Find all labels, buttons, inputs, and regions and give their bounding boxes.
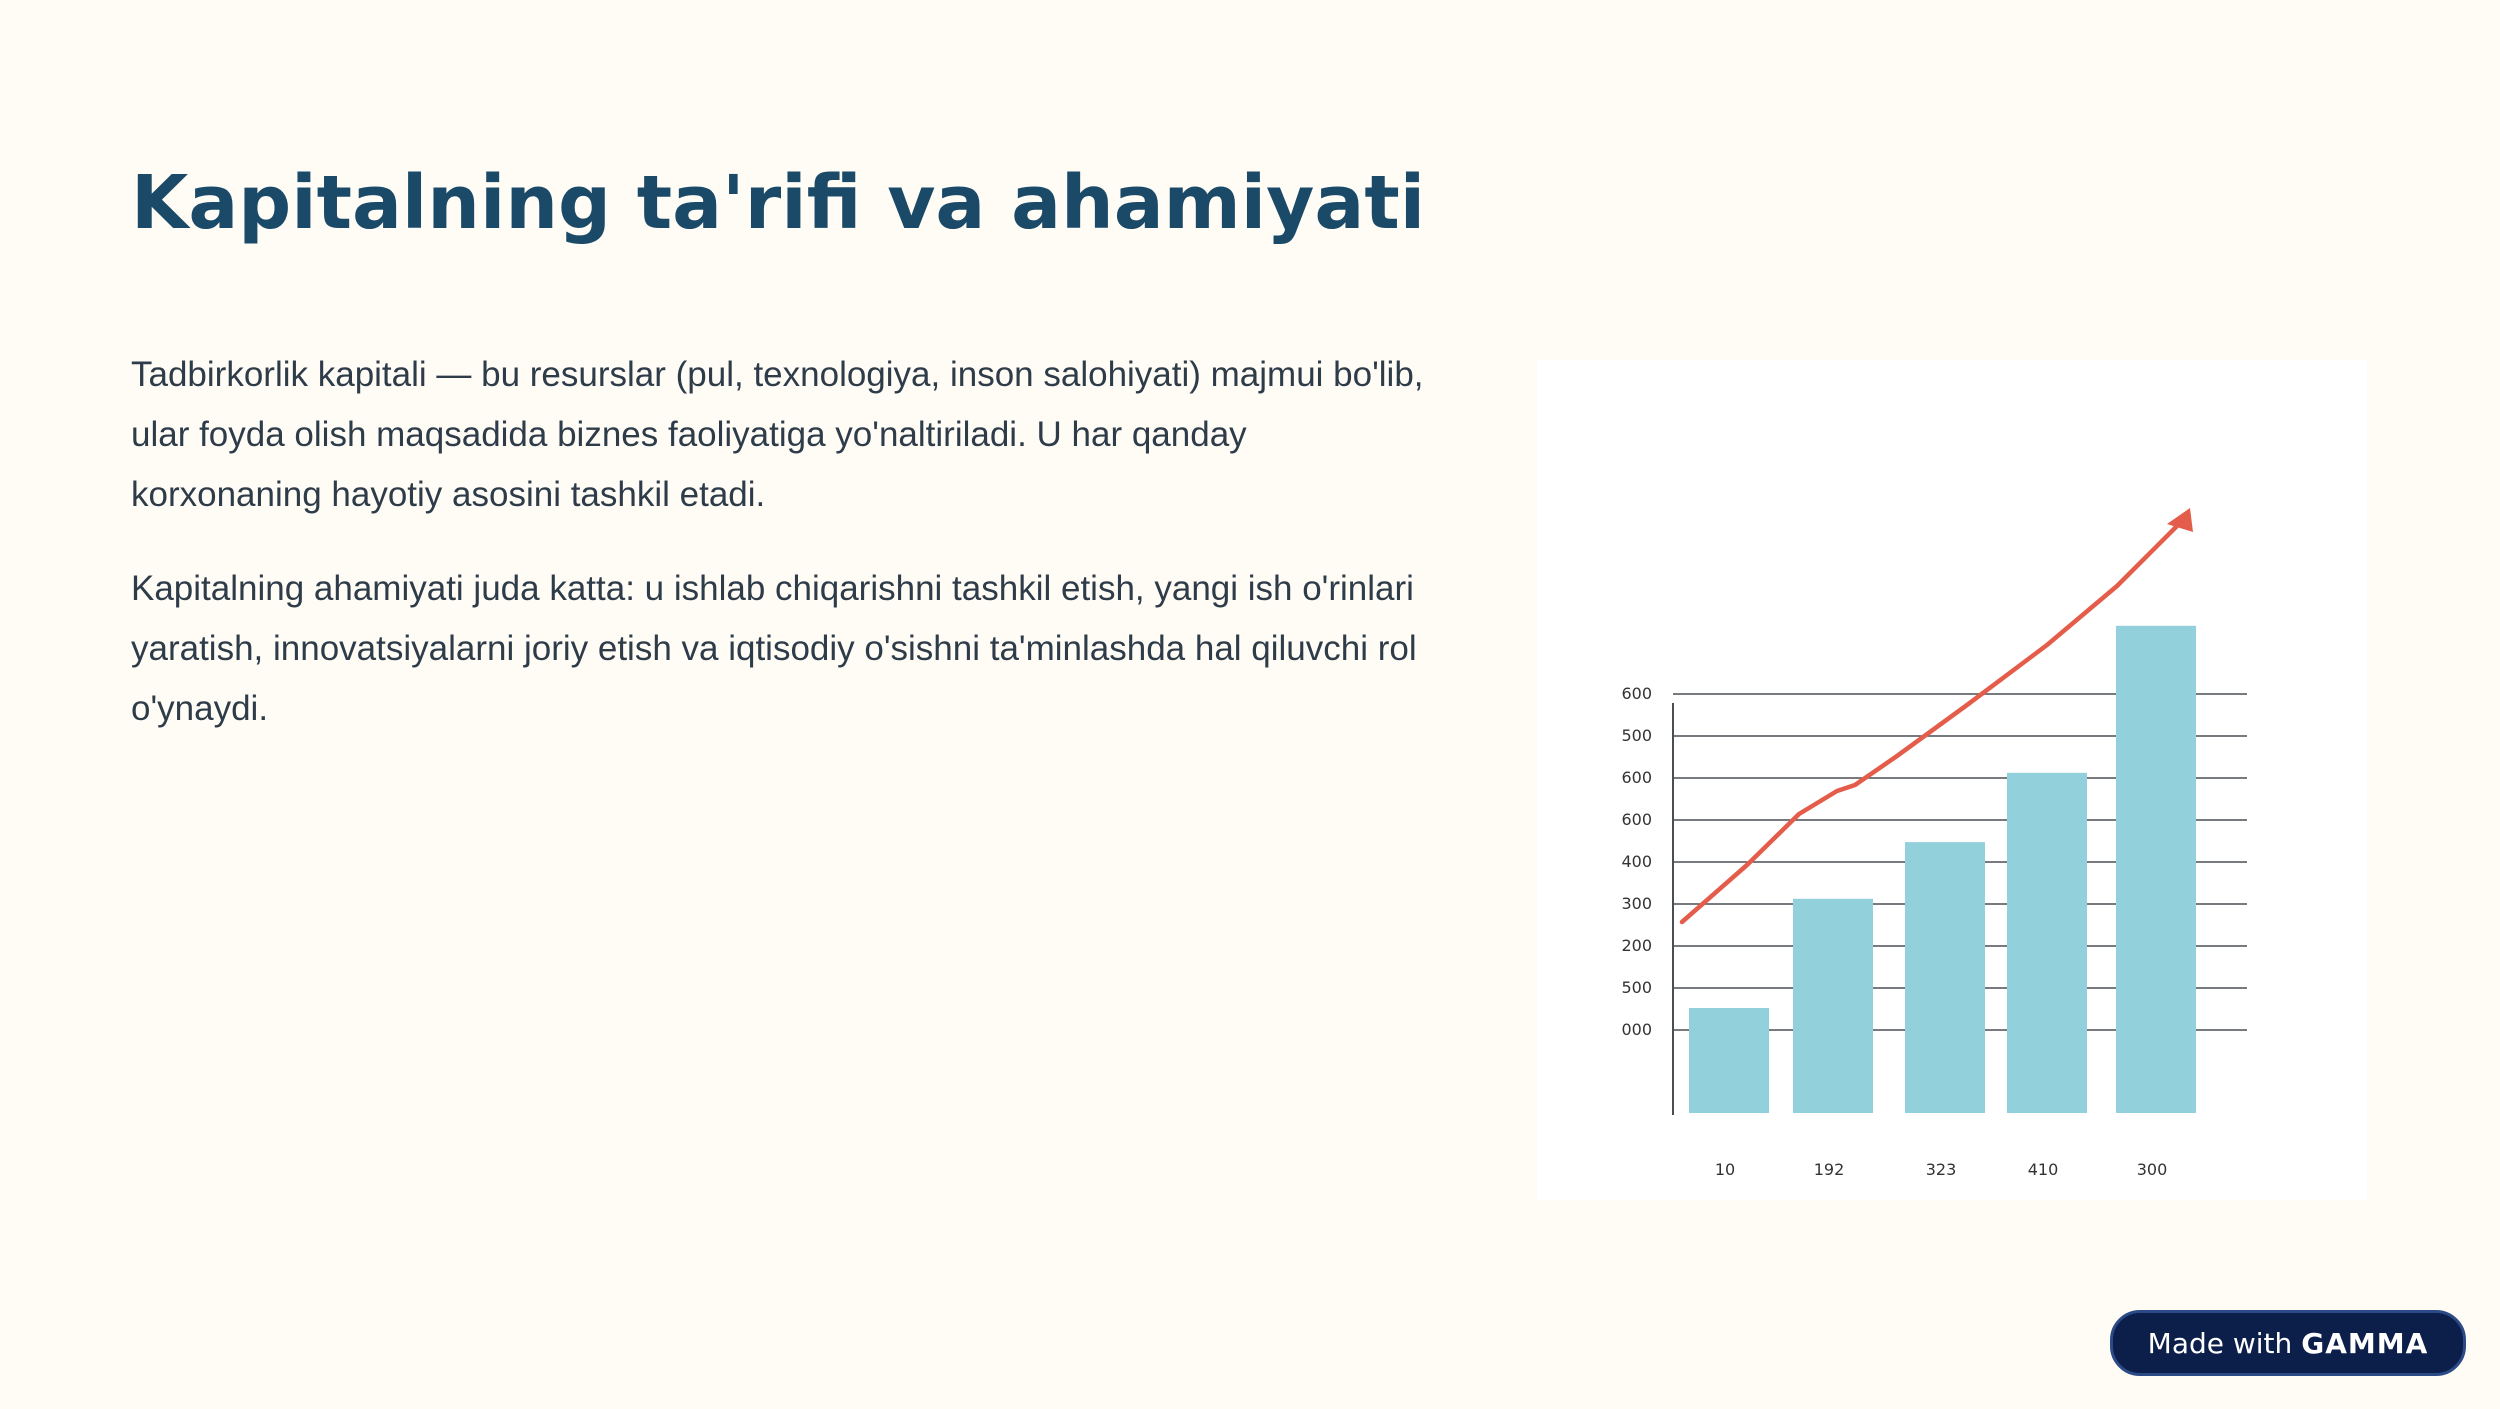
y-tick-label: 200 (1621, 936, 1652, 955)
bar (1793, 899, 1873, 1113)
bar (2007, 773, 2087, 1113)
trend-arrow-head (2167, 508, 2193, 532)
bar-chart (1537, 360, 2367, 1200)
paragraph-definition: Tadbirkorlik kapitali — bu resurslar (pul, texnologiya, inson salohiyati) majmui bo'lib, ular foyda olish maqsadida biznes faoliyatiga yo'naltiriladi. U har qanday korxonaning hayotiy asosini tashkil etadi. (131, 355, 1424, 514)
body-text (131, 345, 1431, 773)
y-tick-label: 000 (1621, 1020, 1652, 1039)
x-tick-label: 300 (2136, 1160, 2168, 1179)
y-tick-label: 500 (1621, 726, 1652, 745)
y-tick-label: 300 (1621, 894, 1652, 913)
bar (2116, 626, 2196, 1113)
paragraph-importance: Kapitalning ahamiyati juda katta: u ishlab chiqarishni tashkil etish, yangi ish o'rinlari yaratish, innovatsiyalarni joriy etish va iqtisodiy o'sishni ta'minlashda hal qiluvchi rol o'ynaydi. (131, 569, 1417, 728)
y-tick-label: 600 (1621, 684, 1652, 703)
bar (1689, 1008, 1769, 1113)
y-tick-label: 500 (1621, 978, 1652, 997)
badge-prefix: Made with (2147, 1326, 2293, 1360)
made-with-gamma-badge[interactable] (2110, 1310, 2466, 1376)
slide-title: Kapitalning ta'rifi va ahamiyati (131, 160, 1426, 246)
gamma-logo: GAMMA (2301, 1326, 2429, 1360)
y-tick-label: 600 (1621, 768, 1652, 787)
chart-card (1537, 360, 2367, 1200)
y-tick-label: 400 (1621, 852, 1652, 871)
bar (1905, 842, 1985, 1113)
x-tick-label: 410 (2027, 1160, 2059, 1179)
y-tick-label: 600 (1621, 810, 1652, 829)
x-tick-label: 323 (1925, 1160, 1957, 1179)
x-tick-label: 10 (1714, 1160, 1736, 1179)
x-tick-label: 192 (1813, 1160, 1845, 1179)
